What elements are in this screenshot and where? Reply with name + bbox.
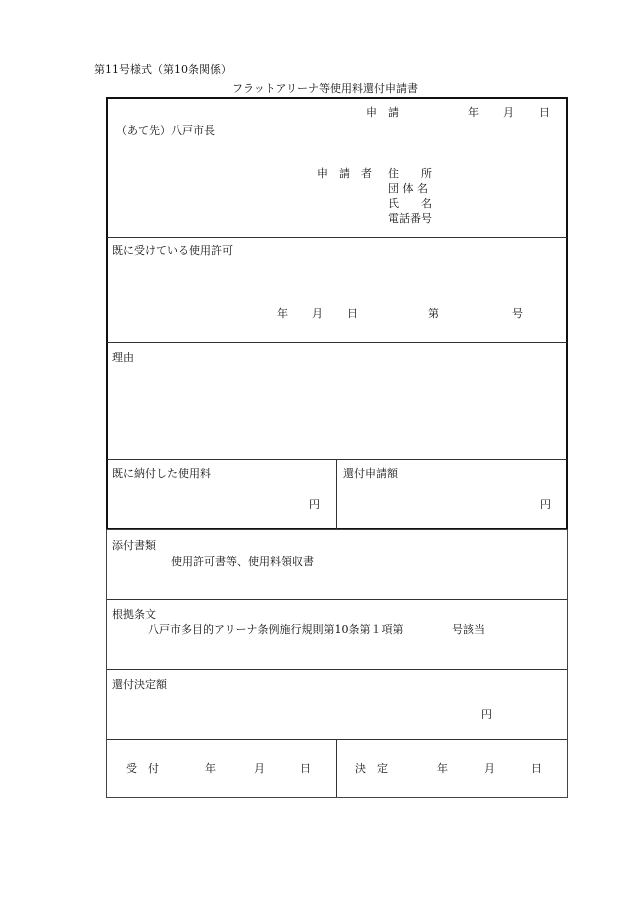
paid-fee-label: 既に納付した使用料 (112, 467, 211, 480)
phone-label: 電話番号 (388, 212, 432, 225)
reason-label: 理由 (112, 351, 134, 364)
applicant-form-box (106, 97, 568, 530)
apply-year: 年 (468, 106, 479, 119)
form-number: 第11号様式（第10条関係） (94, 63, 232, 76)
permit-number-suffix: 号 (512, 307, 523, 320)
legal-basis-content-before: 八戸市多目的アリーナ条例施行規則第10条第１項第 (148, 623, 404, 636)
decision-label: 決 定 (355, 762, 388, 775)
reception-year: 年 (205, 762, 216, 775)
divider (107, 342, 567, 343)
refund-decision-label: 還付決定額 (112, 678, 167, 691)
addressee: （あて先）八戸市長 (116, 124, 215, 137)
refund-request-unit: 円 (540, 498, 551, 511)
divider (107, 739, 567, 740)
permit-number-prefix: 第 (428, 307, 439, 320)
refund-request-label: 還付申請額 (343, 467, 398, 480)
attachments-label: 添付書類 (112, 539, 156, 552)
permit-label: 既に受けている使用許可 (112, 244, 233, 257)
refund-decision-unit: 円 (481, 708, 492, 721)
permit-year: 年 (277, 307, 288, 320)
name-label: 氏 名 (388, 197, 432, 210)
decision-day: 日 (531, 762, 542, 775)
office-use-box (106, 529, 568, 798)
apply-month: 月 (503, 106, 514, 119)
divider (107, 237, 567, 238)
address-label: 住 所 (388, 167, 432, 180)
applicant-label: 申 請 者 (317, 167, 372, 180)
divider (336, 739, 337, 797)
divider (107, 459, 567, 460)
paid-fee-unit: 円 (309, 498, 320, 511)
decision-year: 年 (437, 762, 448, 775)
group-name-label: 団 体 名 (388, 182, 428, 195)
permit-day: 日 (347, 307, 358, 320)
legal-basis-label: 根拠条文 (112, 608, 156, 621)
decision-month: 月 (484, 762, 495, 775)
document-title: フラットアリーナ等使用料還付申請書 (232, 82, 419, 95)
reception-month: 月 (254, 762, 265, 775)
divider (107, 669, 567, 670)
reception-label: 受 付 (126, 762, 159, 775)
apply-day: 日 (539, 106, 550, 119)
legal-basis-content-after: 号該当 (452, 623, 485, 636)
apply-label: 申 請 (366, 106, 399, 119)
attachments-content: 使用許可書等、使用料領収書 (171, 555, 314, 568)
reception-day: 日 (300, 762, 311, 775)
permit-month: 月 (312, 307, 323, 320)
divider (107, 599, 567, 600)
divider (336, 459, 337, 529)
